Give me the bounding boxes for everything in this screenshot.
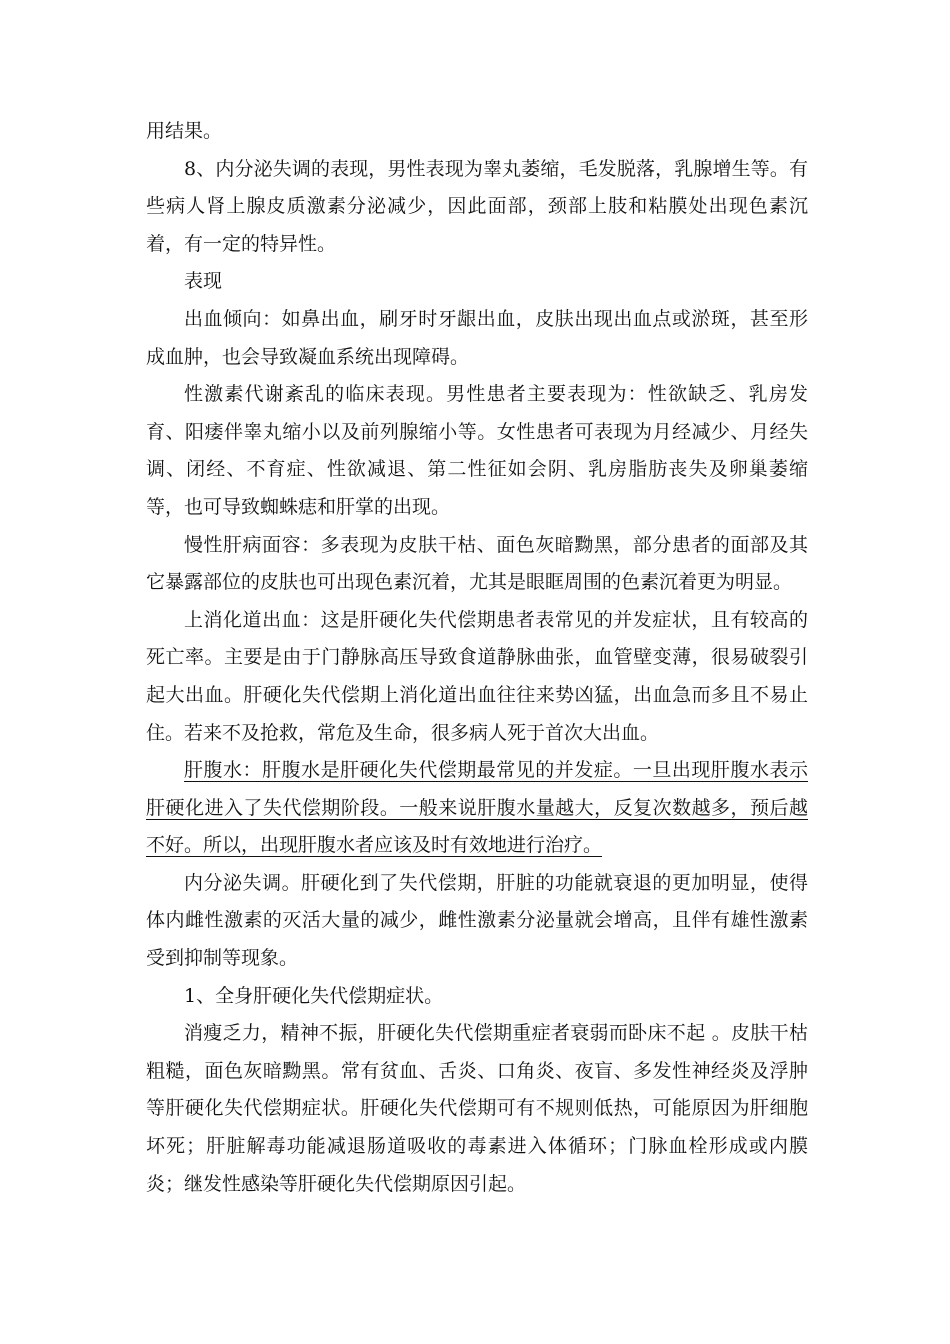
paragraph-bleeding-tendency: 出血倾向：如鼻出血，刷牙时牙龈出血，皮肤出现出血点或淤斑，甚至形成血肿，也会导致凝血系统出现障碍。	[146, 307, 808, 368]
paragraph-upper-gi-bleeding: 上消化道出血：这是肝硬化失代偿期患者表常见的并发症状，且有较高的死亡率。主要是由于门静脉高压导致食道静脉曲张，血管壁变薄，很易破裂引起大出血。肝硬化失代偿期上消化道出血往往来势凶猛，出血急而多且不易止住。若来不及抢救，常危及生命，很多病人死于首次大出血。	[146, 608, 808, 744]
paragraph-endocrine-decompensation: 内分泌失调。肝硬化到了失代偿期，肝脏的功能就衰退的更加明显，使得体内雌性激素的灭活大量的减少，雌性激素分泌量就会增高，且伴有雄性激素受到抑制等现象。	[146, 871, 808, 970]
paragraph-sex-hormone-disorder: 性激素代谢紊乱的临床表现。男性患者主要表现为：性欲缺乏、乳房发育、阳痿伴睾丸缩小以及前列腺缩小等。女性患者可表现为月经减少、月经失调、闭经、不育症、性欲减退、第二性征如会阴、乳房脂肪丧失及卵巢萎缩等，也可导致蜘蛛痣和肝掌的出现。	[146, 383, 808, 518]
paragraph-continuation: 用结果。	[146, 120, 223, 142]
paragraph-endocrine-disorder: 8、内分泌失调的表现，男性表现为睾丸萎缩，毛发脱落，乳腺增生等。有些病人肾上腺皮质激素分泌减少，因此面部，颈部上肢和粘膜处出现色素沉着，有一定的特异性。	[146, 157, 808, 255]
paragraph-ascites	[146, 752, 808, 865]
paragraph-systemic-symptoms-heading: 1、全身肝硬化失代偿期症状。	[184, 984, 444, 1007]
document-page	[146, 113, 808, 1203]
paragraph-wasting-fatigue: 消瘦乏力，精神不振，肝硬化失代偿期重症者衰弱而卧床不起 。皮肤干枯粗糙，面色灰暗黝黑。常有贫血、舌炎、口角炎、夜盲、多发性神经炎及浮肿等肝硬化失代偿期症状。肝硬化失代偿期可有不规则低热，可能原因为肝细胞坏死；肝脏解毒功能减退肠道吸收的毒素进入体循环；门脉血栓形成或内膜炎；继发性感染等肝硬化失代偿期原因引起。	[146, 1022, 808, 1195]
paragraph-chronic-liver-face: 慢性肝病面容：多表现为皮肤干枯、面色灰暗黝黑，部分患者的面部及其它暴露部位的皮肤也可出现色素沉着，尤其是眼眶周围的色素沉着更为明显。	[146, 533, 808, 594]
underlined-text: 肝腹水：肝腹水是肝硬化失代偿期最常见的并发症。一旦出现肝腹水表示肝硬化进入了失代偿期阶段。一般来说肝腹水量越大，反复次数越多，预后越不好。所以，出现肝腹水者应该及时有效地进行治疗。	[146, 759, 808, 857]
section-heading-manifestations: 表现	[184, 270, 223, 293]
